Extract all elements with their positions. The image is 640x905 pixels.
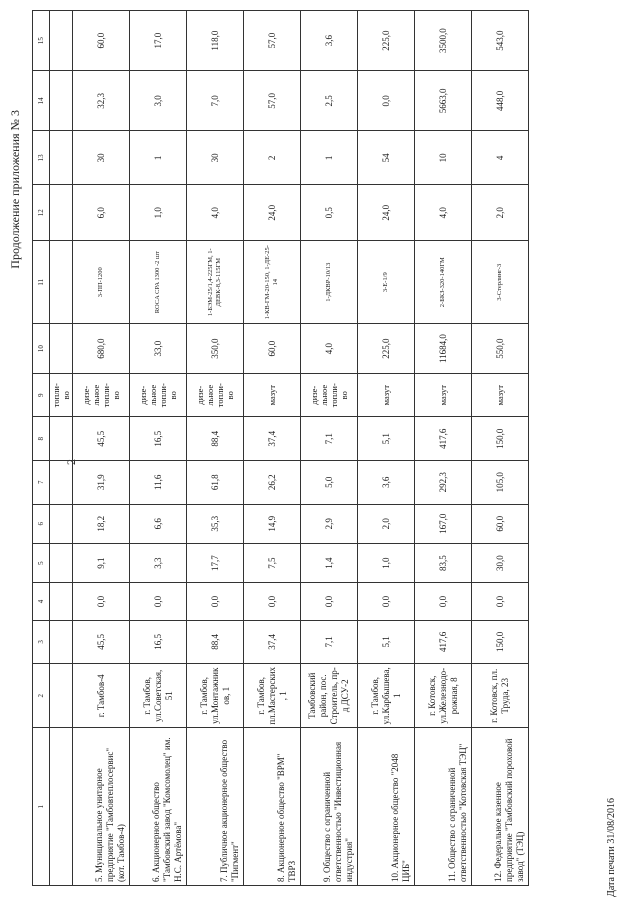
value-cell: 88,4 bbox=[187, 620, 244, 664]
address-cell: г. Тамбов, пл.Мастерских, 1 bbox=[244, 664, 301, 728]
fuel-type-cell: дизе- льное топли- во bbox=[301, 373, 358, 417]
empty-cell bbox=[50, 504, 73, 543]
value-cell: 60,0 bbox=[244, 324, 301, 374]
value-cell: 45,5 bbox=[73, 620, 130, 664]
empty-cell bbox=[50, 185, 73, 241]
equipment-cell: 3-Стерлинг-3 bbox=[472, 241, 529, 324]
fuel-type-cell: дизе- льное топли- во bbox=[73, 373, 130, 417]
value-cell: 543,0 bbox=[472, 11, 529, 71]
value-cell: 550,0 bbox=[472, 324, 529, 374]
address-cell: г. Тамбов, ул.Монтажников, 1 bbox=[187, 664, 244, 728]
value-cell: 3,0 bbox=[130, 71, 187, 131]
value-cell: 350,0 bbox=[187, 324, 244, 374]
fuel-type-cell: мазут bbox=[244, 373, 301, 417]
column-number: 10 bbox=[33, 324, 50, 374]
value-cell: 2,9 bbox=[301, 504, 358, 543]
equipment-cell: 1-ДКВР-10/13 bbox=[301, 241, 358, 324]
value-cell: 17,0 bbox=[130, 11, 187, 71]
empty-cell bbox=[50, 417, 73, 461]
value-cell: 30,0 bbox=[472, 543, 529, 582]
empty-cell bbox=[50, 11, 73, 71]
column-number: 14 bbox=[33, 71, 50, 131]
value-cell: 4 bbox=[472, 131, 529, 185]
value-cell: 150,0 bbox=[472, 620, 529, 664]
column-number: 6 bbox=[33, 504, 50, 543]
value-cell: 7,5 bbox=[244, 543, 301, 582]
table-row bbox=[415, 11, 472, 886]
fuel-type-cell: мазут bbox=[358, 373, 415, 417]
column-number-row bbox=[33, 11, 50, 886]
column-number: 9 bbox=[33, 373, 50, 417]
value-cell: 1 bbox=[130, 131, 187, 185]
empty-cell bbox=[50, 583, 73, 620]
address-cell: г. Котовск, пл. Труда, 23 bbox=[472, 664, 529, 728]
value-cell: 417,6 bbox=[415, 620, 472, 664]
value-cell: 35,3 bbox=[187, 504, 244, 543]
value-cell: 31,9 bbox=[73, 461, 130, 505]
table-body bbox=[33, 11, 529, 886]
address-cell: г. Тамбов, ул.Советская, 51 bbox=[130, 664, 187, 728]
value-cell: 9,1 bbox=[73, 543, 130, 582]
empty-cell bbox=[50, 461, 73, 505]
organization-name-cell: 9. Общество с ограниченной ответственностью "Инвестиционная индустрия" bbox=[301, 728, 358, 886]
fuel-type-cell: мазут bbox=[472, 373, 529, 417]
value-cell: 5663,0 bbox=[415, 71, 472, 131]
table-row bbox=[130, 11, 187, 886]
value-cell: 45,5 bbox=[73, 417, 130, 461]
equipment-cell: 3-ПП-1200 bbox=[73, 241, 130, 324]
value-cell: 0,0 bbox=[358, 583, 415, 620]
table-row bbox=[472, 11, 529, 886]
value-cell: 14,9 bbox=[244, 504, 301, 543]
column-number: 5 bbox=[33, 543, 50, 582]
value-cell: 18,2 bbox=[73, 504, 130, 543]
value-cell: 7,1 bbox=[301, 417, 358, 461]
value-cell: 24,0 bbox=[358, 185, 415, 241]
value-cell: 225,0 bbox=[358, 324, 415, 374]
empty-cell bbox=[50, 241, 73, 324]
value-cell: 167,0 bbox=[415, 504, 472, 543]
value-cell: 11,6 bbox=[130, 461, 187, 505]
column-number: 12 bbox=[33, 185, 50, 241]
value-cell: 0,0 bbox=[73, 583, 130, 620]
value-cell: 11684,0 bbox=[415, 324, 472, 374]
value-cell: 61,8 bbox=[187, 461, 244, 505]
value-cell: 33,0 bbox=[130, 324, 187, 374]
table-row bbox=[301, 11, 358, 886]
value-cell: 0,0 bbox=[415, 583, 472, 620]
value-cell: 105,0 bbox=[472, 461, 529, 505]
column-number: 4 bbox=[33, 583, 50, 620]
value-cell: 16,5 bbox=[130, 620, 187, 664]
value-cell: 37,4 bbox=[244, 417, 301, 461]
organization-name-cell: 12. Федеральное казенное предприятие "Тамбовский пороховой завод" (ТЭЦ) bbox=[472, 728, 529, 886]
value-cell: 0,0 bbox=[472, 583, 529, 620]
value-cell: 0,0 bbox=[187, 583, 244, 620]
empty-cell bbox=[50, 324, 73, 374]
print-date: Дата печати 31/08/2016 bbox=[606, 798, 617, 897]
value-cell: 2,5 bbox=[301, 71, 358, 131]
value-cell: 1,0 bbox=[358, 543, 415, 582]
value-cell: 3,6 bbox=[301, 11, 358, 71]
table-row bbox=[187, 11, 244, 886]
value-cell: 417,6 bbox=[415, 417, 472, 461]
value-cell: 60,0 bbox=[73, 11, 130, 71]
table-row bbox=[73, 11, 130, 886]
value-cell: 10 bbox=[415, 131, 472, 185]
value-cell: 225,0 bbox=[358, 11, 415, 71]
value-cell: 1,4 bbox=[301, 543, 358, 582]
organization-name-cell: 5. Муниципальное унитарное предприятие "Тамбовтеплосервис" (кот. Тамбов-4) bbox=[73, 728, 130, 886]
organization-name-cell: 7. Публичное акционерное общество "Пигмент" bbox=[187, 728, 244, 886]
value-cell: 4,0 bbox=[187, 185, 244, 241]
value-cell: 24,0 bbox=[244, 185, 301, 241]
column-number: 15 bbox=[33, 11, 50, 71]
empty-cell bbox=[50, 543, 73, 582]
value-cell: 30 bbox=[73, 131, 130, 185]
value-cell: 0,0 bbox=[244, 583, 301, 620]
value-cell: 6,0 bbox=[73, 185, 130, 241]
value-cell: 0,0 bbox=[358, 71, 415, 131]
value-cell: 83,5 bbox=[415, 543, 472, 582]
address-cell: г. Котовск, ул.Железнодо-рожная, 8 bbox=[415, 664, 472, 728]
fuel-type-cell: дизе- льное топли- во bbox=[130, 373, 187, 417]
table-row bbox=[358, 11, 415, 886]
organization-name-cell: 8. Акционерное общество "ВРМ" ТВРЗ bbox=[244, 728, 301, 886]
value-cell: 88,4 bbox=[187, 417, 244, 461]
value-cell: 5,0 bbox=[301, 461, 358, 505]
organization-name-cell: 11. Общество с ограниченной ответственностью "Котовская ТЭЦ" bbox=[415, 728, 472, 886]
value-cell: 292,3 bbox=[415, 461, 472, 505]
address-cell: г. Тамбов, ул.Карбышева, 1 bbox=[358, 664, 415, 728]
column-number: 1 bbox=[33, 728, 50, 886]
organization-name-cell: 10. Акционерное общество "2048 ЦИБ" bbox=[358, 728, 415, 886]
value-cell: 26,2 bbox=[244, 461, 301, 505]
address-cell: г. Тамбов-4 bbox=[73, 664, 130, 728]
value-cell: 0,0 bbox=[130, 583, 187, 620]
value-cell: 1 bbox=[301, 131, 358, 185]
value-cell: 7,1 bbox=[301, 620, 358, 664]
value-cell: 680,0 bbox=[73, 324, 130, 374]
equipment-cell: 3-Е-1/9 bbox=[358, 241, 415, 324]
fuel-type-cell: дизе- льное топли- во bbox=[187, 373, 244, 417]
value-cell: 3,6 bbox=[358, 461, 415, 505]
value-cell: 57,0 bbox=[244, 11, 301, 71]
organization-name-cell: 6. Акционерное общество "Тамбовский завод "Комсомолец" им. Н.С. Артёмова" bbox=[130, 728, 187, 886]
page-number: 2 bbox=[64, 459, 78, 465]
value-cell: 448,0 bbox=[472, 71, 529, 131]
empty-cell bbox=[50, 728, 73, 886]
value-cell: 6,6 bbox=[130, 504, 187, 543]
value-cell: 2 bbox=[244, 131, 301, 185]
value-cell: 0,5 bbox=[301, 185, 358, 241]
value-cell: 57,0 bbox=[244, 71, 301, 131]
value-cell: 5,1 bbox=[358, 620, 415, 664]
value-cell: 0,0 bbox=[301, 583, 358, 620]
column-number: 13 bbox=[33, 131, 50, 185]
column-number: 2 bbox=[33, 664, 50, 728]
value-cell: 5,1 bbox=[358, 417, 415, 461]
equipment-cell: ROCA CPA 1300 -2 шт bbox=[130, 241, 187, 324]
appendix-table bbox=[32, 10, 529, 886]
value-cell: 17,7 bbox=[187, 543, 244, 582]
address-cell: Тамбовский район, пос. Строитель, пр-д ДСУ-2 bbox=[301, 664, 358, 728]
column-number: 7 bbox=[33, 461, 50, 505]
table-row bbox=[244, 11, 301, 886]
column-number: 8 bbox=[33, 417, 50, 461]
continuation-header: Продолжение приложения № 3 bbox=[8, 110, 22, 269]
equipment-cell: 2-БКЗ-320-140ГМ bbox=[415, 241, 472, 324]
equipment-cell: 1-КВ-ГМ-20-150, 1-ДЕ-25-14 bbox=[244, 241, 301, 324]
value-cell: 4,0 bbox=[301, 324, 358, 374]
value-cell: 2,0 bbox=[472, 185, 529, 241]
value-cell: 3500,0 bbox=[415, 11, 472, 71]
value-cell: 30 bbox=[187, 131, 244, 185]
equipment-cell: 1-БЭМ-25/1,4-225ГМ, 1-ДЕВК-8,3-115ГМ bbox=[187, 241, 244, 324]
value-cell: 54 bbox=[358, 131, 415, 185]
value-cell: 4,0 bbox=[415, 185, 472, 241]
fuel-type-cell: мазут bbox=[415, 373, 472, 417]
column-number: 3 bbox=[33, 620, 50, 664]
value-cell: 3,3 bbox=[130, 543, 187, 582]
empty-cell bbox=[50, 71, 73, 131]
value-cell: 32,3 bbox=[73, 71, 130, 131]
value-cell: 1,0 bbox=[130, 185, 187, 241]
value-cell: 2,0 bbox=[358, 504, 415, 543]
fuel-type-cell: топли- во bbox=[50, 373, 73, 417]
partial-row bbox=[50, 11, 73, 886]
value-cell: 150,0 bbox=[472, 417, 529, 461]
value-cell: 16,5 bbox=[130, 417, 187, 461]
value-cell: 37,4 bbox=[244, 620, 301, 664]
empty-cell bbox=[50, 131, 73, 185]
empty-cell bbox=[50, 664, 73, 728]
column-number: 11 bbox=[33, 241, 50, 324]
value-cell: 7,0 bbox=[187, 71, 244, 131]
value-cell: 118,0 bbox=[187, 11, 244, 71]
empty-cell bbox=[50, 620, 73, 664]
value-cell: 60,0 bbox=[472, 504, 529, 543]
